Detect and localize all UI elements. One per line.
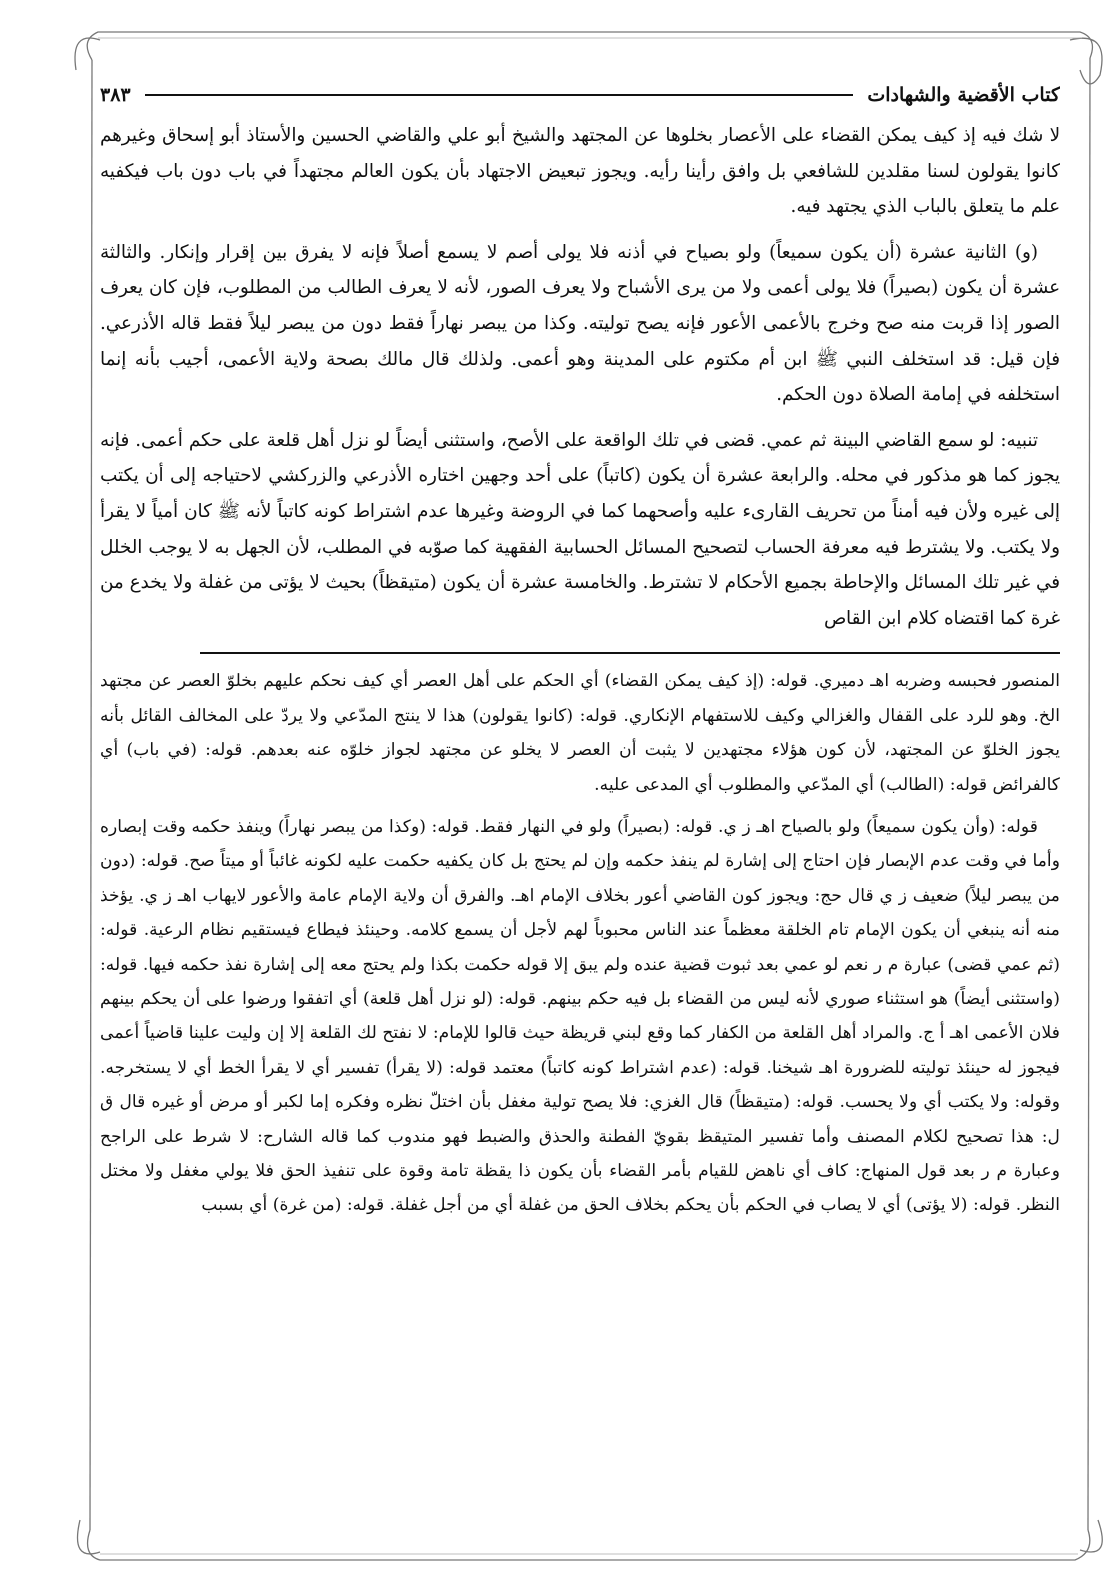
main-paragraph: تنبيه: لو سمع القاضي البينة ثم عمي. قضى في تلك الواقعة على الأصح، واستثنى أيضاً لو نزل أهل قلعة على حكم أعمى. فإنه يجوز كما هو مذكور في محله. والرابعة عشرة أن يكون (كاتباً) على أحد وجهين اختاره الأذرعي والزركشي لاحتياجه إلى أن يكتب إلى غيره ولأن فيه أمناً من تحريف القارىء عليه وأصحهما كما في الروضة وغيرها عدم اشتراط كونه كاتباً لأنه ﷺ كان أمياً لا يقرأ ولا يكتب. ولا يشترط فيه معرفة الحساب لتصحيح المسائل الحسابية الفقهية كما صوّبه في المطلب، لأن الجهل به لا يوجب الخلل في غير تلك المسائل والإحاطة بجميع الأحكام لا تشترط. والخامسة عشرة أن يكون (متيقظاً) بحيث لا يؤتى من غفلة ولا يخدع من غرة كما اقتضاه كلام ابن القاص bbox=[100, 429, 1060, 629]
page-number: ٣٨٣ bbox=[100, 84, 131, 106]
page-header bbox=[100, 78, 1060, 112]
running-title: كتاب الأقضية والشهادات bbox=[867, 84, 1060, 106]
commentary-notes bbox=[100, 664, 1060, 1223]
main-text bbox=[100, 118, 1060, 636]
note-paragraph: قوله: (وأن يكون سميعاً) ولو بالصياح اهـ ز ي. قوله: (بصيراً) ولو في النهار فقط. قوله: (وكذا من يبصر نهاراً) وينفذ حكمه وقت إبصاره وأما في وقت عدم الإبصار فإن احتاج إلى إشارة لم ينفذ حكمه وإن لم يحتج بل كان يكفيه حكمت عليه لكونه غائباً أو ميتاً صح. قوله: (دون من يبصر ليلاً) ضعيف ز ي قال حج: ويجوز كون القاضي أعور بخلاف الإمام اهـ. والفرق أن ولاية الإمام عامة والأعور لايهاب اهـ ز ي. يؤخذ منه أنه ينبغي أن يكون الإمام تام الخلقة معظماً عند الناس محبوباً لهم لأجل أن يسمع كلامه. وحينئذ فيطاع فيستقيم نظام الرعية. قوله: (ثم عمي قضى) عبارة م ر نعم لو عمي بعد ثبوت قضية عنده ولم يبق إلا قوله حكمت بكذا ولم يحتج معه إلى إشارة نفذ حكمه فيها. قوله: (واستثنى أيضاً) هو استثناء صوري لأنه ليس من القضاء بل فيه حكم بينهم. قوله: (لو نزل أهل قلعة) أي اتفقوا ورضوا على أن يحكم بينهم فلان الأعمى اهـ أ ج. والمراد أهل القلعة من الكفار كما وقع لبني قريظة حيث قالوا للإمام: لا نفتح لك القلعة إلا إن وليت علينا قاضياً أعمى فيجوز له حينئذ توليته للضرورة اهـ شيخنا. قوله: (عدم اشتراط كونه كاتباً) معتمد قوله: (لا يقرأ) تفسير أي لا يقرأ الخط أي لا يستخرجه. وقوله: ولا يكتب أي ولا يحسب. قوله: (متيقظاً) قال الغزي: فلا يصح تولية مغفل بأن اختلّ نظره وفكره إما لكبر أو مرض أو غيره قال ق ل: هذا تصحيح لكلام المصنف وأما تفسير المتيقظ بقويّ الفطنة والحذق والضبط فهو مندوب كما قاله الشارح: لا شرط على الراجح وعبارة م ر بعد قول المنهاج: كاف أي ناهض للقيام بأمر القضاء بأن يكون ذا يقظة تامة وقوة على تنفيذ الحق فلا يولي مغفل ولا مختل النظر. قوله: (لا يؤتى) أي لا يصاب في الحكم بأن يحكم بخلاف الحق من غفلة أي من أجل غفلة. قوله: (من غرة) أي بسبب bbox=[100, 816, 1060, 1216]
note-paragraph: المنصور فحبسه وضربه اهـ دميري. قوله: (إذ كيف يمكن القضاء) أي الحكم على أهل العصر أي كيف نحكم عليهم بخلوّ العصر عن مجتهد الخ. وهو للرد على القفال والغزالي وكيف للاستفهام الإنكاري. قوله: (كانوا يقولون) هذا لا ينتج المدّعي ولا يردّ على المخالف القائل بأنه يجوز الخلوّ عن المجتهد، لأن كون هؤلاء مجتهدين لا يثبت أن العصر لا يخلو عن مجتهد لجواز خلوّه عنه بعدهم. قوله: (في باب) أي كالفرائض قوله: (الطالب) أي المدّعي والمطلوب أي المدعى عليه. bbox=[100, 671, 1060, 795]
main-paragraph: لا شك فيه إذ كيف يمكن القضاء على الأعصار بخلوها عن المجتهد والشيخ أبو علي والقاضي الحسين والأستاذ أبو إسحاق وغيرهم كانوا يقولون لسنا مقلدين للشافعي بل وافق رأينا رأيه. ويجوز تبعيض الاجتهاد بأن يكون العالم مجتهداً في باب دون باب فيكفيه علم ما يتعلق بالباب الذي يجتهد فيه. bbox=[100, 125, 1060, 218]
footnote-separator bbox=[200, 652, 1060, 654]
document-page bbox=[100, 78, 1060, 1508]
header-rule bbox=[145, 94, 854, 96]
main-paragraph: (و) الثانية عشرة (أن يكون سميعاً) ولو بصياح في أذنه فلا يولى أصم لا يسمع أصلاً فإنه لا يفرق بين إقرار وإنكار. والثالثة عشرة أن يكون (بصيراً) فلا يولى أعمى ولا من يرى الأشباح ولا يعرف الصور، لأنه لا يعرف الطالب من المطلوب، فإن كان يعرف الصور إذا قربت منه صح وخرج بالأعمى الأعور فإنه يصح توليته. وكذا من يبصر نهاراً فقط دون من يبصر ليلاً فقط قاله الأذرعي. فإن قيل: قد استخلف النبي ﷺ ابن أم مكتوم على المدينة وهو أعمى. ولذلك قال مالك بصحة ولاية الأعمى، أجيب بأنه إنما استخلفه في إمامة الصلاة دون الحكم. bbox=[100, 241, 1060, 406]
